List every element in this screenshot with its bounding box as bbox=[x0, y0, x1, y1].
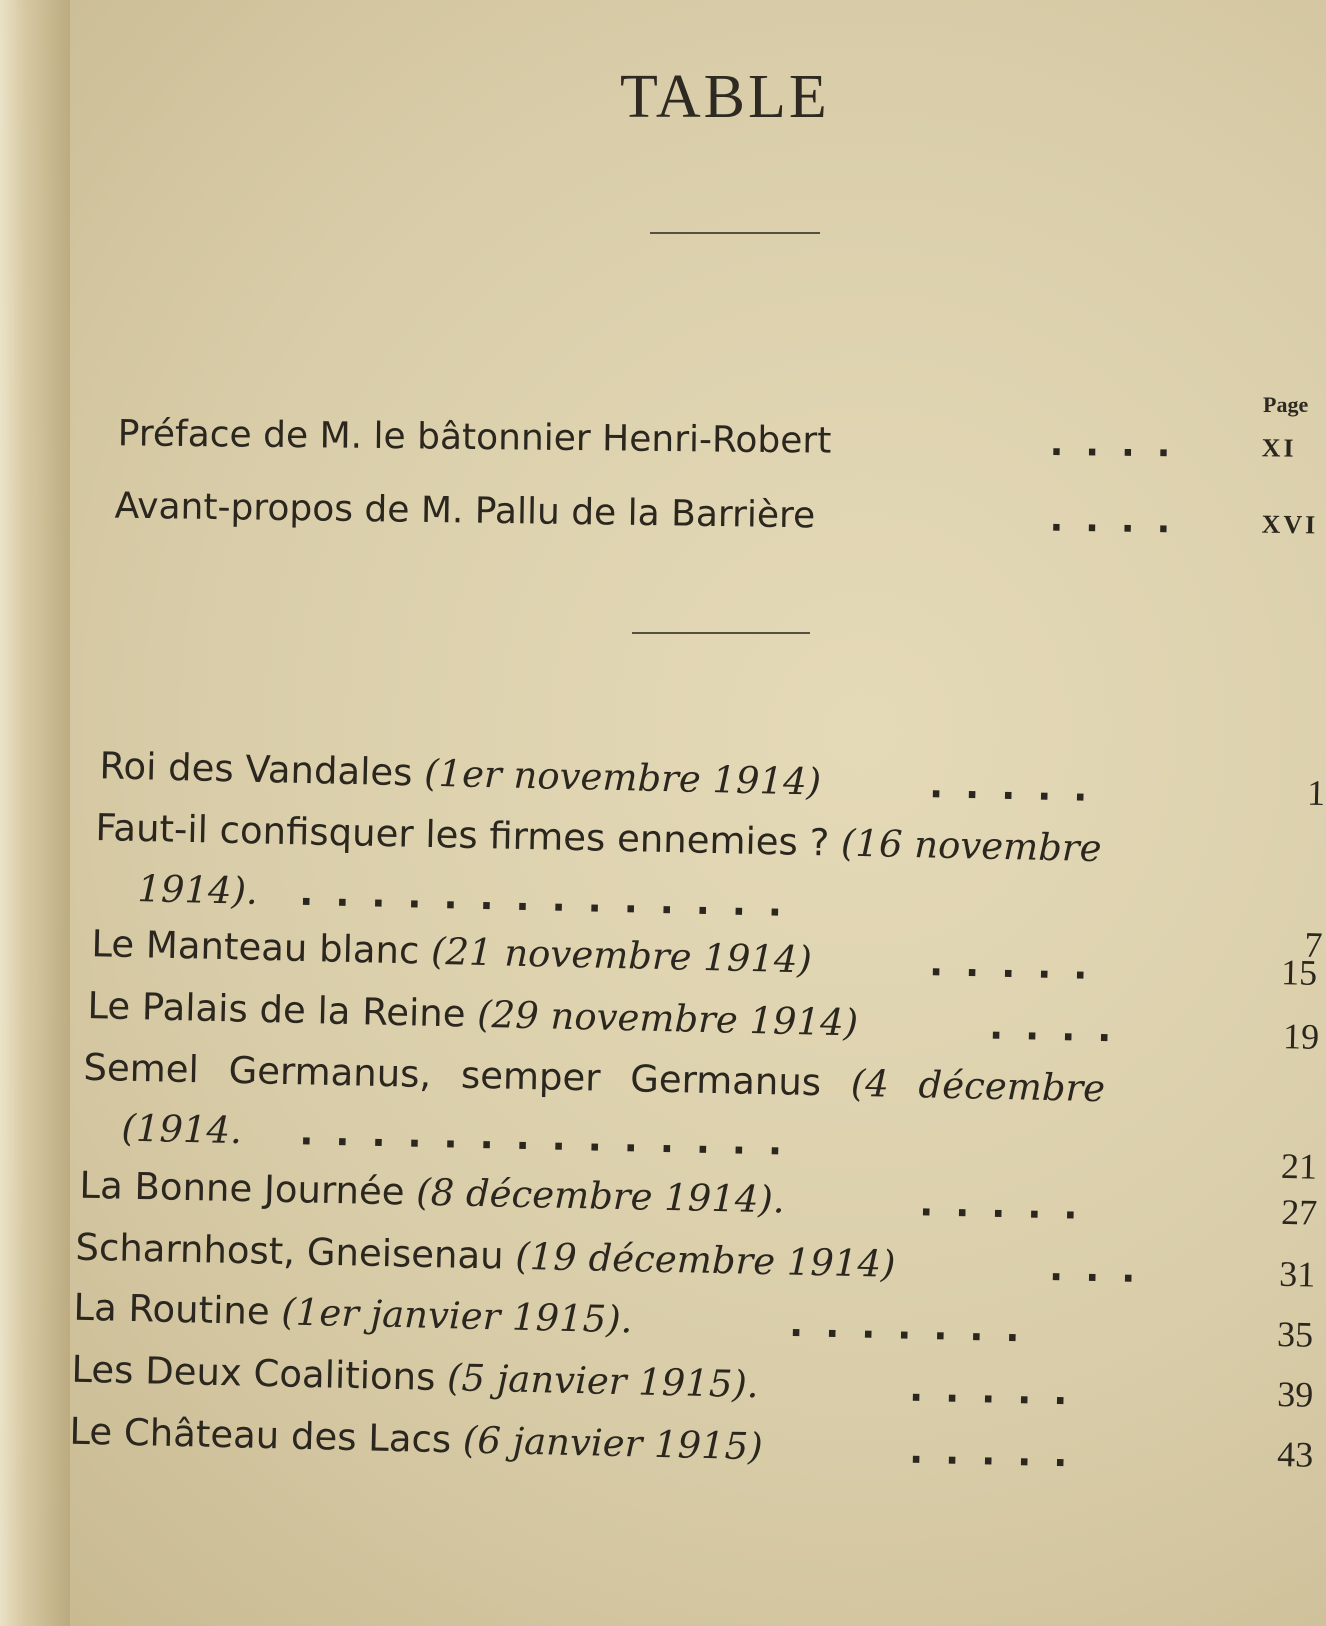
toc-entry-page: XVI bbox=[1261, 509, 1319, 540]
toc-entry-title: La Bonne Journée bbox=[79, 1163, 405, 1214]
leader-dots: ..... bbox=[918, 1181, 1101, 1229]
leader-dots: ..... bbox=[908, 1428, 1091, 1476]
toc-entry bbox=[0, 920, 1326, 993]
toc-entry-date: (5 janvier 1915). bbox=[446, 1356, 760, 1407]
toc-entry-title: Avant-propos de M. Pallu de la Barrière bbox=[114, 485, 816, 537]
toc-entry-title: Roi des Vandales bbox=[98, 744, 413, 795]
leader-dots: .... bbox=[1049, 422, 1193, 466]
toc-entry-title: Préface de M. le bâtonnier Henri-Robert bbox=[117, 413, 832, 462]
toc-entry-date: 1914). bbox=[136, 867, 259, 913]
toc-entry-title: Scharnhost, Gneisenau bbox=[75, 1225, 505, 1278]
toc-entry-page: 31 bbox=[1278, 1253, 1316, 1295]
leader-dots: ..... bbox=[928, 763, 1110, 811]
page-gutter-shadow bbox=[0, 0, 70, 1626]
divider-rule bbox=[650, 232, 820, 234]
leader-dots: .... bbox=[1049, 498, 1193, 542]
toc-entry-title: La Routine bbox=[73, 1285, 271, 1334]
toc-entry-preface bbox=[0, 412, 1326, 466]
toc-entry bbox=[0, 1162, 1326, 1233]
toc-entry-page: 43 bbox=[1276, 1433, 1314, 1475]
toc-entry-title: Le Manteau blanc bbox=[91, 922, 420, 973]
toc-entry-date: (16 novembre bbox=[840, 821, 1102, 871]
leader-dots: .............. bbox=[298, 870, 805, 926]
toc-entry-date: (19 décembre 1914) bbox=[514, 1234, 896, 1286]
toc-entry-date: (8 décembre 1914). bbox=[415, 1170, 786, 1222]
toc-entry-page: 39 bbox=[1276, 1373, 1314, 1415]
divider-rule bbox=[632, 632, 810, 634]
toc-entry-title: Les Deux Coalitions bbox=[71, 1347, 436, 1399]
toc-entry-avant-propos bbox=[0, 484, 1326, 542]
toc-entry-page: XI bbox=[1261, 433, 1297, 463]
toc-entry-date: (1er novembre 1914) bbox=[423, 751, 822, 804]
toc-entry-date: (6 janvier 1915) bbox=[462, 1418, 764, 1469]
toc-entry bbox=[0, 804, 1326, 871]
toc-entry bbox=[0, 1346, 1326, 1415]
toc-entry-page: 7 bbox=[1304, 924, 1323, 966]
toc-entry-page: 27 bbox=[1280, 1191, 1318, 1233]
leader-dots: .... bbox=[988, 1004, 1134, 1051]
toc-entry bbox=[0, 1224, 1326, 1295]
toc-entry-title: Le Palais de la Reine bbox=[87, 983, 467, 1036]
leader-dots: .............. bbox=[299, 1110, 805, 1164]
toc-entry-date: (21 novembre 1914) bbox=[430, 929, 813, 982]
toc-entry-title: Faut-il confisquer les firmes ennemies ? bbox=[95, 806, 830, 865]
toc-entry-date: (4 décembre bbox=[850, 1061, 1106, 1111]
leader-dots: ... bbox=[1048, 1245, 1158, 1292]
toc-entry-page: 35 bbox=[1276, 1313, 1314, 1355]
toc-entry bbox=[0, 982, 1326, 1057]
toc-entry-date: (29 novembre 1914) bbox=[476, 992, 859, 1045]
leader-dots: ..... bbox=[908, 1366, 1091, 1414]
toc-entry-page: 1 bbox=[1306, 772, 1326, 814]
toc-entry-title: Le Château des Lacs bbox=[69, 1409, 452, 1462]
leader-dots: ....... bbox=[788, 1301, 1043, 1351]
page-title: TABLE bbox=[620, 63, 830, 131]
leader-dots: ..... bbox=[928, 941, 1110, 989]
toc-entry-page: 21 bbox=[1280, 1145, 1318, 1187]
toc-entry-title: Semel Germanus, semper Germanus bbox=[83, 1045, 822, 1105]
toc-entry bbox=[0, 1408, 1326, 1476]
toc-entry-page: 19 bbox=[1282, 1016, 1320, 1057]
pages-column-label: Page bbox=[1263, 392, 1309, 417]
toc-entry-page: 15 bbox=[1280, 952, 1318, 993]
toc-entry-date: (1914. bbox=[121, 1106, 243, 1153]
toc-entry-date: (1er janvier 1915). bbox=[280, 1290, 633, 1342]
toc-entry bbox=[0, 742, 1326, 814]
toc-entry-continuation bbox=[0, 1104, 1326, 1187]
